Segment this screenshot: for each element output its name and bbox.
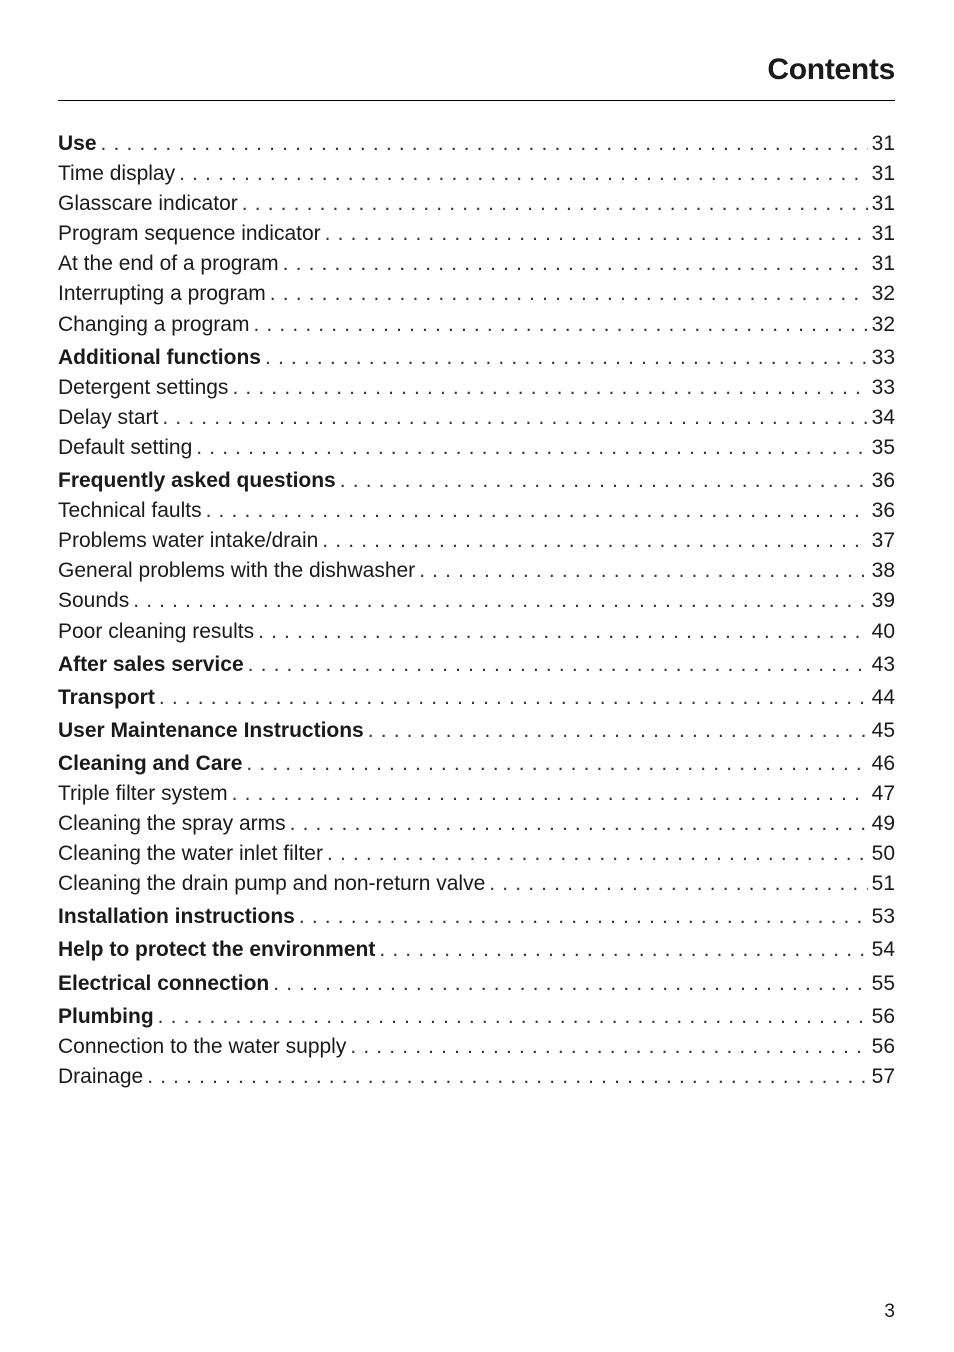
toc-entry-page: 38 xyxy=(871,559,895,583)
toc-entry-page: 32 xyxy=(871,282,895,306)
toc-entry[interactable] xyxy=(58,189,895,219)
toc-entry-page: 53 xyxy=(871,905,895,929)
toc-entry-label: Transport xyxy=(58,685,155,709)
toc-entry[interactable] xyxy=(58,1062,895,1092)
dot-leader xyxy=(133,586,867,616)
toc-entry-label: Detergent settings xyxy=(58,375,229,399)
toc-entry-page: 31 xyxy=(871,252,895,276)
toc-entry-page: 31 xyxy=(871,132,895,155)
dot-leader xyxy=(159,683,868,713)
toc-entry[interactable] xyxy=(58,219,895,249)
dot-leader xyxy=(158,1002,868,1032)
toc-entry-label: Triple filter system xyxy=(58,781,228,805)
toc-section-heading[interactable] xyxy=(58,343,895,373)
toc-entry[interactable] xyxy=(58,249,895,279)
dot-leader xyxy=(327,839,868,869)
toc-entry-label: Connection to the water supply xyxy=(58,1034,347,1058)
toc-entry-label: Frequently asked questions xyxy=(58,469,336,493)
dot-leader xyxy=(299,902,868,932)
toc-entry-page: 36 xyxy=(871,469,895,493)
toc-entry-label: Installation instructions xyxy=(58,905,295,929)
toc-entry-page: 39 xyxy=(871,589,895,613)
dot-leader xyxy=(196,433,867,463)
dot-leader xyxy=(290,809,868,839)
toc-section-heading[interactable] xyxy=(58,466,895,496)
dot-leader xyxy=(258,617,868,647)
toc-entry-page: 33 xyxy=(871,345,895,369)
toc-entry-label: Cleaning the spray arms xyxy=(58,812,286,836)
toc-entry-label: Sounds xyxy=(58,589,130,613)
toc-entry-page: 43 xyxy=(871,652,895,676)
dot-leader xyxy=(419,556,867,586)
toc-entry-page: 55 xyxy=(871,971,895,995)
toc-entry-page: 46 xyxy=(871,751,895,775)
dot-leader xyxy=(489,869,867,899)
dot-leader xyxy=(246,749,867,779)
toc-entry-label: Cleaning the drain pump and non-return valve xyxy=(58,872,486,896)
toc-section-heading[interactable] xyxy=(58,1002,895,1032)
toc-entry-label: Additional functions xyxy=(58,345,261,369)
toc-entry-label: Delay start xyxy=(58,405,159,429)
toc-entry-page: 57 xyxy=(871,1064,895,1088)
toc-entry-label: User Maintenance Instructions xyxy=(58,718,364,742)
toc-entry-label: Default setting xyxy=(58,435,193,459)
toc-section-heading[interactable] xyxy=(58,683,895,713)
toc-entry[interactable] xyxy=(58,556,895,586)
toc-entry-page: 56 xyxy=(871,1004,895,1028)
toc-entry[interactable] xyxy=(58,617,895,647)
toc-entry-page: 56 xyxy=(871,1034,895,1058)
toc-entry[interactable] xyxy=(58,310,895,340)
toc-section-heading[interactable] xyxy=(58,129,895,159)
toc-entry-page: 49 xyxy=(871,812,895,836)
dot-leader xyxy=(253,310,867,340)
dot-leader xyxy=(325,219,868,249)
toc-entry-page: 50 xyxy=(871,842,895,866)
toc-entry-label: After sales service xyxy=(58,652,244,676)
toc-entry-label: Technical faults xyxy=(58,499,202,523)
toc-entry-label: Use xyxy=(58,132,97,155)
toc-entry[interactable] xyxy=(58,1032,895,1062)
toc-entry[interactable] xyxy=(58,403,895,433)
toc-entry-page: 35 xyxy=(871,435,895,459)
dot-leader xyxy=(242,189,868,219)
dot-leader xyxy=(232,373,867,403)
toc-section-heading[interactable] xyxy=(58,969,895,999)
dot-leader xyxy=(147,1062,867,1092)
dot-leader xyxy=(162,403,867,433)
toc-entry[interactable] xyxy=(58,373,895,403)
toc-entry-label: Poor cleaning results xyxy=(58,619,255,643)
toc-entry[interactable] xyxy=(58,779,895,809)
page-title: Contents xyxy=(767,53,895,86)
dot-leader xyxy=(270,279,868,309)
dot-leader xyxy=(283,249,868,279)
dot-leader xyxy=(265,343,868,373)
toc-entry[interactable] xyxy=(58,809,895,839)
toc-section-heading[interactable] xyxy=(58,749,895,779)
toc-entry-label: General problems with the dishwasher xyxy=(58,559,416,583)
toc-section-heading[interactable] xyxy=(58,935,895,965)
toc-entry-label: Interrupting a program xyxy=(58,282,266,306)
toc-entry-label: Drainage xyxy=(58,1064,144,1088)
toc-entry-label: Plumbing xyxy=(58,1004,154,1028)
dot-leader xyxy=(206,496,868,526)
dot-leader xyxy=(273,969,867,999)
toc-entry-label: At the end of a program xyxy=(58,252,279,276)
toc-entry-label: Cleaning and Care xyxy=(58,751,243,775)
toc-entry-label: Time display xyxy=(58,162,176,186)
toc-entry-page: 34 xyxy=(871,405,895,429)
dot-leader xyxy=(379,935,867,965)
dot-leader xyxy=(322,526,867,556)
toc-entry-page: 44 xyxy=(871,685,895,709)
dot-leader xyxy=(248,650,868,680)
toc-entry-label: Changing a program xyxy=(58,312,250,336)
table-of-contents xyxy=(58,129,895,1092)
toc-entry[interactable] xyxy=(58,839,895,869)
toc-entry-label: Cleaning the water inlet filter xyxy=(58,842,323,866)
toc-entry-page: 51 xyxy=(871,872,895,896)
toc-entry[interactable] xyxy=(58,433,895,463)
toc-entry-label: Glasscare indicator xyxy=(58,192,238,216)
toc-entry-page: 33 xyxy=(871,375,895,399)
dot-leader xyxy=(368,716,868,746)
toc-entry-label: Problems water intake/drain xyxy=(58,529,319,553)
dot-leader xyxy=(101,129,868,159)
toc-entry-page: 47 xyxy=(871,781,895,805)
page-number: 3 xyxy=(884,1301,895,1322)
toc-section-heading[interactable] xyxy=(58,650,895,680)
toc-entry-page: 36 xyxy=(871,499,895,523)
toc-entry[interactable] xyxy=(58,869,895,899)
toc-section-heading[interactable] xyxy=(58,716,895,746)
toc-entry-page: 32 xyxy=(871,312,895,336)
toc-entry-page: 31 xyxy=(871,222,895,246)
dot-leader xyxy=(340,466,868,496)
toc-entry-page: 54 xyxy=(871,938,895,962)
dot-leader xyxy=(179,159,868,189)
dot-leader xyxy=(232,779,868,809)
toc-entry-page: 31 xyxy=(871,192,895,216)
dot-leader xyxy=(350,1032,867,1062)
toc-section-heading[interactable] xyxy=(58,902,895,932)
toc-entry-page: 45 xyxy=(871,718,895,742)
toc-entry[interactable] xyxy=(58,586,895,616)
toc-entry[interactable] xyxy=(58,496,895,526)
toc-entry[interactable] xyxy=(58,526,895,556)
toc-entry[interactable] xyxy=(58,159,895,189)
toc-entry-page: 37 xyxy=(871,529,895,553)
title-divider xyxy=(58,100,895,101)
toc-entry[interactable] xyxy=(58,279,895,309)
toc-entry-page: 31 xyxy=(871,162,895,186)
toc-entry-label: Program sequence indicator xyxy=(58,222,321,246)
toc-entry-label: Help to protect the environment xyxy=(58,938,376,962)
toc-entry-label: Electrical connection xyxy=(58,971,270,995)
toc-entry-page: 40 xyxy=(871,619,895,643)
